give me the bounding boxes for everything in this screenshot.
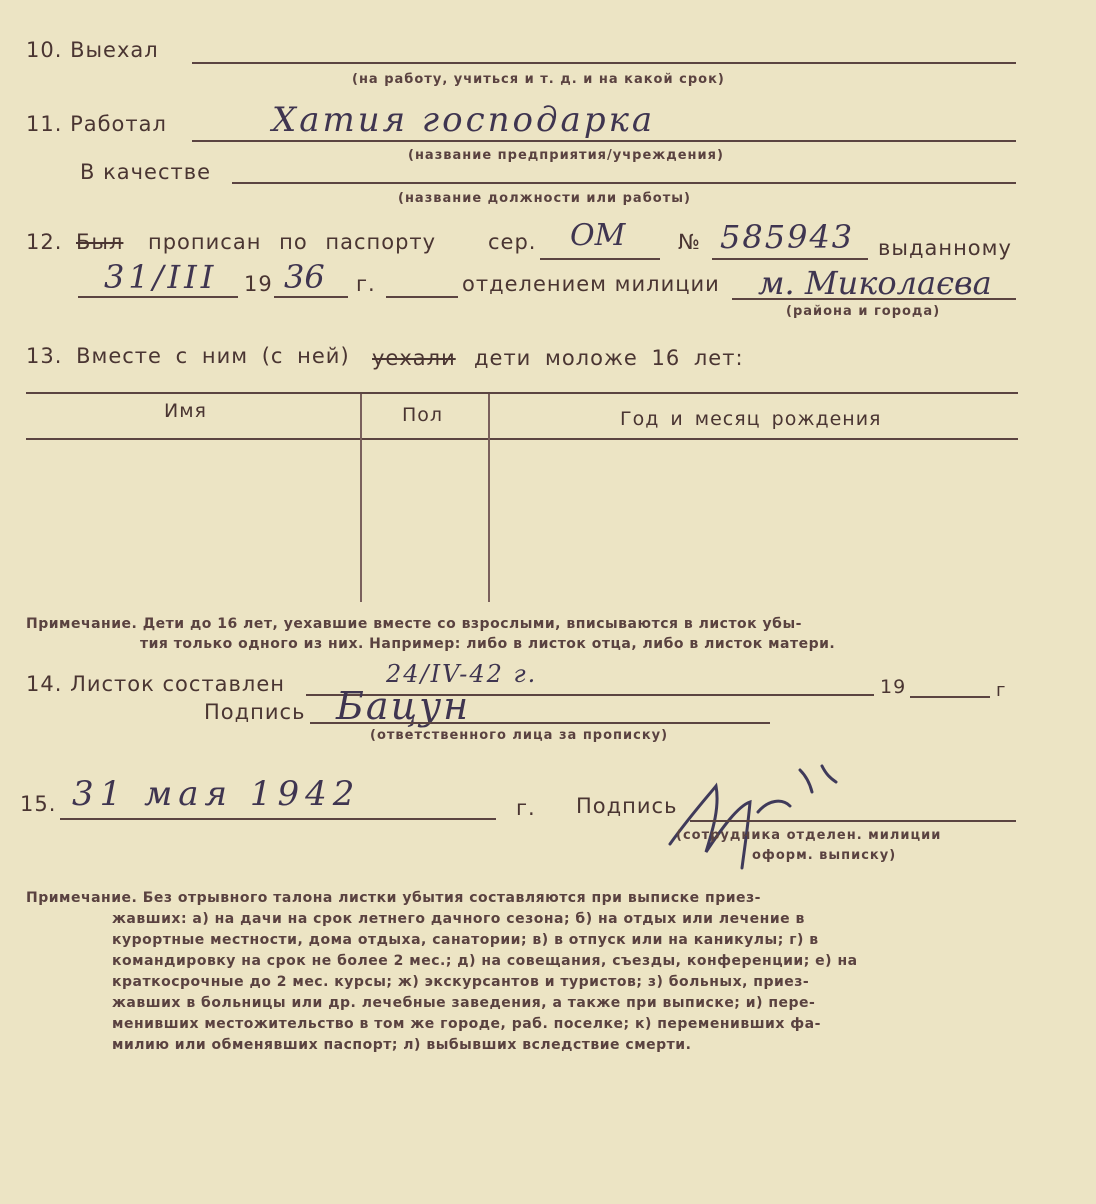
- field11-label: 11. Работал: [26, 112, 167, 136]
- field14-signature-line: [310, 722, 770, 724]
- field12-date-line: [78, 296, 238, 298]
- note2-line: жавших в больницы или др. лечебные заведения, а также при выписке; и) пере-: [112, 995, 816, 1011]
- field13-label-struck: уехали: [372, 346, 456, 370]
- table-top-border: [26, 392, 1018, 394]
- field12-label: прописан по паспорту: [148, 230, 437, 254]
- note1-line2: тия только одного из них. Например: либо в листок отца, либо в листок матери.: [140, 636, 836, 652]
- field12-series-label: сер.: [488, 230, 537, 254]
- field14-label: 14. Листок составлен: [26, 672, 285, 696]
- field15-date-value: 31 мая 1942: [72, 774, 361, 814]
- field12-caption: (района и города): [786, 304, 941, 319]
- table-header-sex: Пол: [402, 404, 444, 426]
- field12-police-value: м. Миколаєва: [758, 264, 992, 302]
- field15-date-line: [60, 818, 496, 820]
- table-header-name: Имя: [164, 400, 207, 422]
- note2-line: Примечание. Без отрывного талона листки убытия составляются при выписке приез-: [26, 890, 761, 906]
- field12-series-value: ОМ: [570, 218, 626, 253]
- field15-year-suffix: г.: [516, 796, 536, 820]
- field12-number-line: [712, 258, 868, 260]
- table-col-divider-1: [360, 394, 362, 602]
- field12-number-label: №: [678, 230, 701, 254]
- field13-label-end: дети моложе 16 лет:: [474, 346, 744, 370]
- field12-issued-label: выданному: [878, 236, 1012, 260]
- field15-signature-line: [690, 820, 1016, 822]
- field12-number-value: 585943: [720, 218, 855, 256]
- field11-caption: (название предприятия/учреждения): [408, 148, 724, 163]
- field12-label-num: 12.: [26, 230, 63, 254]
- field12-blank-line: [386, 296, 458, 298]
- field15-caption-line1: (сотрудника отделен. милиции: [676, 828, 942, 843]
- field11-position-caption: (название должности или работы): [398, 191, 691, 206]
- note1-line1: Примечание. Дети до 16 лет, уехавшие вместе со взрослыми, вписываются в листок убы-: [26, 616, 802, 632]
- field14-date-value: 24/IV-42 г.: [386, 660, 538, 688]
- field14-signature-label: Подпись: [204, 700, 306, 724]
- field14-year-suffix: г: [996, 680, 1007, 701]
- note2-line: командировку на срок не более 2 мес.; д) на совещания, съезды, конференции; е) на: [112, 953, 858, 969]
- field12-year-line: [274, 296, 348, 298]
- note2-line: краткосрочные до 2 мес. курсы; ж) экскурсантов и туристов; з) больных, приез-: [112, 974, 810, 990]
- field12-police-label: отделением милиции: [462, 272, 720, 296]
- field10-label: 10. Выехал: [26, 38, 159, 62]
- field14-signature: Бацун: [336, 684, 471, 728]
- field12-label-struck: Был: [76, 230, 124, 254]
- field15-label: 15.: [20, 792, 57, 816]
- field12-year-suffix: г.: [356, 272, 376, 296]
- field14-caption: (ответственного лица за прописку): [370, 728, 669, 743]
- field12-date-value: 31/III: [104, 258, 218, 296]
- field15-signature-label: Подпись: [576, 794, 678, 818]
- field10-line: [192, 62, 1016, 64]
- note2-line: милию или обменявших паспорт; л) выбывших вследствие смерти.: [112, 1037, 692, 1053]
- field12-year-prefix: 19: [244, 272, 273, 296]
- table-header-border: [26, 438, 1018, 440]
- field11-position-line: [232, 182, 1016, 184]
- field12-year-value: 36: [284, 258, 325, 296]
- field11-handwritten-workplace: Хатия господарка: [272, 100, 656, 140]
- field11-position-label: В качестве: [80, 160, 212, 184]
- table-col-divider-2: [488, 394, 490, 602]
- field12-series-line: [540, 258, 660, 260]
- field14-year-label: 19: [880, 676, 907, 698]
- field15-caption-line2: оформ. выписку): [752, 848, 897, 863]
- field12-police-line: [732, 298, 1016, 300]
- table-header-birth: Год и месяц рождения: [620, 408, 882, 430]
- field13-label-start: 13. Вместе с ним (с ней): [26, 344, 350, 368]
- field10-caption: (на работу, учиться и т. д. и на какой срок): [352, 72, 725, 87]
- field14-year-line: [910, 696, 990, 698]
- field11-line: [192, 140, 1016, 142]
- note2-line: курортные местности, дома отдыха, санатории; в) в отпуск или на каникулы; г) в: [112, 932, 819, 948]
- note2-line: жавших: а) на дачи на срок летнего дачного сезона; б) на отдых или лечение в: [112, 911, 805, 927]
- note2-line: менивших местожительство в том же городе, раб. поселке; к) переменивших фа-: [112, 1016, 821, 1032]
